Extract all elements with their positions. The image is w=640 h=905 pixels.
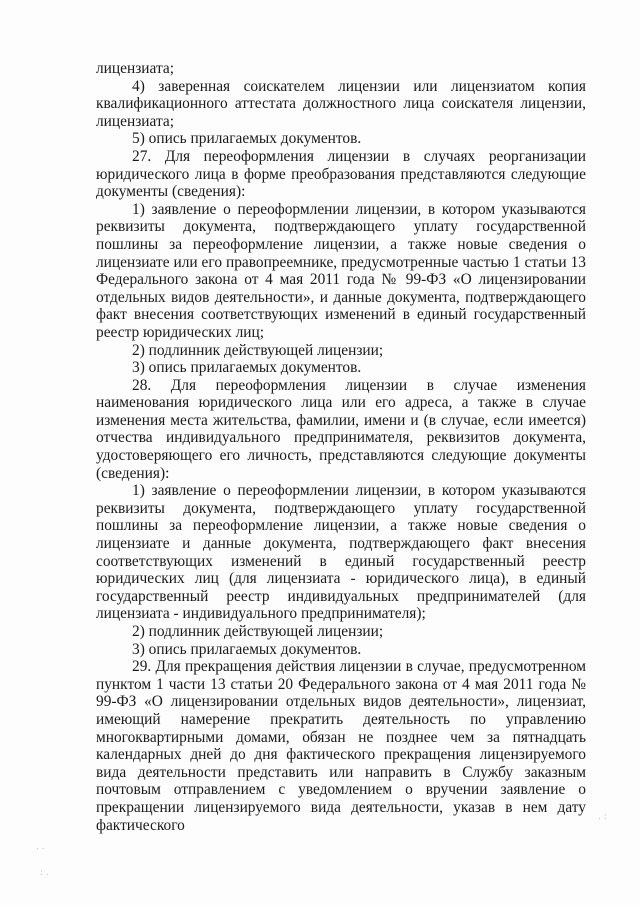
paragraph-28-item-3: 3) опись прилагаемых документов.	[132, 640, 362, 658]
paragraph-28-item-1: 1) заявление о переоформлении лицензии, в котором указываются реквизиты документа, подтверждающего уплату государственной пошлины за переоформление лицензии, а также новые сведения о лицензиате и данные документа, подтверждающего факт внесения соответствующих изменений в единый государственный реестр юридических лиц (для лицензиата - юридического лица), в единый государственный реестр индивидуальных предпринимателей (для лицензиата - индивидуального предпринимателя);	[96, 482, 586, 623]
scan-artifact-left-lower: : .	[40, 868, 49, 878]
paragraph-item-5: 5) опись прилагаемых документов.	[132, 130, 362, 148]
paragraph-continuation: лицензиата;	[96, 60, 174, 77]
paragraph-clause-27: 27. Для переоформления лицензии в случаях реорганизации юридического лица в форме преобразования представляются следующие документы (сведения):	[96, 147, 586, 201]
paragraph-clause-28: 28. Для переоформления лицензии в случае изменения наименования юридического лица или его адреса, а также в случае изменения места жительства, фамилии, имени и (в случае, если имеется) отчества индивидуального предпринимателя, реквизитов документа, удостоверяющего его личность, представляются следующие документы (сведения):	[96, 376, 586, 482]
paragraph-27-item-1: 1) заявление о переоформлении лицензии, в котором указываются реквизиты документа, подтверждающего уплату государственной пошлины за переоформление лицензии, а также новые сведения о лицензиате или его правопреемнике, предусмотренные частью 1 статьи 13 Федерального закона от 4 мая 2011 года № 99-ФЗ «О лицензировании отдельных видов деятельности», и данные документа, подтверждающего факт внесения соответствующих изменений в единый государственный реестр юридических лиц;	[96, 200, 586, 341]
paragraph-item-4: 4) заверенная соискателем лицензии или лицензиатом копия квалификационного аттестата должностного лица соискателя лицензии, лицензиата;	[96, 77, 586, 130]
paragraph-27-item-2: 2) подлинник действующей лицензии;	[132, 341, 384, 359]
paragraph-clause-29: 29. Для прекращения действия лицензии в случае, предусмотренном пунктом 1 части 13 статьи 20 Федерального закона от 4 мая 2011 года № 99-ФЗ «О лицензировании отдельных видов деятельности», лицензиат, имеющий намерение прекратить деятельность по управлению многоквартирными домами, обязан не позднее чем за пятнадцать календарных дней до дня фактического прекращения лицензируемого вида деятельности представить или направить в Службу заказным почтовым отправлением с уведомлением о вручении заявление о прекращении лицензируемого вида деятельности, указав в нем дату фактического	[96, 658, 586, 834]
document-body	[96, 60, 586, 834]
scan-artifact-left: . .	[36, 842, 45, 852]
paragraph-28-item-2: 2) подлинник действующей лицензии;	[132, 623, 384, 640]
scan-artifact-right: . :	[598, 812, 607, 822]
paragraph-27-item-3: 3) опись прилагаемых документов.	[132, 359, 362, 377]
